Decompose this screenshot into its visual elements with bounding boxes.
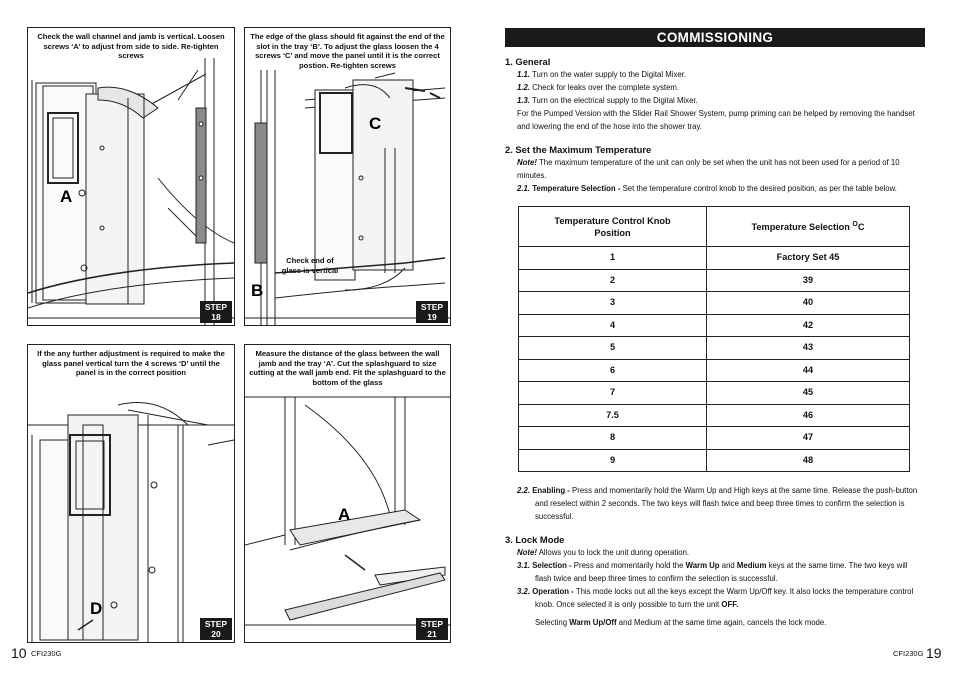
general-item: 1.2. Check for leaks over the complete system. <box>517 83 680 92</box>
table-row: 7 45 <box>519 382 910 405</box>
max-temp-body <box>505 156 925 195</box>
lock-operation-item: 3.2. Operation - This mode locks out all the keys except the Warm Up/Off key. It also locks the temperature control knob. Once selected it is only possible to turn the unit OFF. <box>517 587 914 609</box>
step-18-illustration <box>28 28 234 325</box>
max-temp-note: Note! The maximum temperature of the unit can only be set when the unit has not been used for a period of 10 minutes. <box>517 158 900 180</box>
table-row: 3 40 <box>519 292 910 315</box>
temperature-rows <box>519 247 910 472</box>
letter-a: A <box>338 505 351 524</box>
step-18-panel <box>27 27 235 326</box>
step-21-badge <box>416 618 448 640</box>
pumped-note: For the Pumped Version with the Slider Rail Shower System, pump priming can be helped by removing the handset and lowering the end of the hose into the shower tray. <box>517 109 915 131</box>
step-19-illustration <box>245 28 450 325</box>
lock-selection-item: 3.1. Selection - Press and momentarily hold the Warm Up and Medium keys at the same time. The two keys will flash twice and beep three times to confirm the selection is successful. <box>517 561 908 583</box>
step-number: 19 <box>427 312 437 322</box>
table-row: 4 42 <box>519 314 910 337</box>
letter-d: D <box>90 599 103 618</box>
table-row: 5 43 <box>519 337 910 360</box>
letter-b: B <box>251 281 264 300</box>
right-page-number: 19 <box>926 645 942 661</box>
lock-heading: 3. Lock Mode <box>505 534 565 545</box>
step-number: 20 <box>211 629 221 639</box>
general-heading: 1. General <box>505 56 551 67</box>
commissioning-page <box>505 28 925 629</box>
step-18-caption: Check the wall channel and jamb is vertical. Loosen screws ‘A’ to adjust from side to side. Re-tighten screws <box>37 32 225 61</box>
step-19-panel <box>244 27 451 326</box>
left-doc-ref: CFI230G <box>31 649 62 658</box>
table-row: 7.5 46 <box>519 404 910 427</box>
step-20-illustration <box>28 345 234 642</box>
step-word: STEP <box>204 302 228 312</box>
table-row: 8 47 <box>519 427 910 450</box>
temp-selection-item: 2.1. Temperature Selection - Set the temperature control knob to the desired position, as per the table below. <box>517 184 897 193</box>
step-21-panel <box>244 344 451 643</box>
lock-body <box>505 546 925 629</box>
step-number: 21 <box>427 629 437 639</box>
general-body <box>505 68 925 133</box>
left-page-number: 10 <box>11 645 27 661</box>
general-item: 1.3. Turn on the electrical supply to the Digital Mixer. <box>517 96 698 105</box>
general-item: 1.1. Turn on the water supply to the Digital Mixer. <box>517 70 687 79</box>
table-row: 9 48 <box>519 449 910 472</box>
right-doc-ref: CFI230G <box>893 649 924 658</box>
table-row: 6 44 <box>519 359 910 382</box>
step-20-panel <box>27 344 235 643</box>
col-header-temp: Temperature Selection $^O$C <box>707 207 910 247</box>
col-header-knob: Temperature Control Knob Position <box>519 207 707 247</box>
step-21-caption: Measure the distance of the glass between the wall jamb and the tray ‘A’. Cut the splashguard to size cutting at the wall jamb end. Fit the splashguard to the bottom of the glass <box>249 349 446 387</box>
enabling-item: 2.2. Enabling - Press and momentarily hold the Warm Up and High keys at the same time. Release the push-button and reselect within 2 seconds. The two keys will flash twice and beep three times to confirm the selection is successful. <box>517 486 918 521</box>
lock-note: Note! Allows you to lock the unit during operation. <box>517 548 690 557</box>
check-end-label: Check end of glass is vertical <box>281 256 339 275</box>
step-19-caption: The edge of the glass should fit against the end of the slot in the tray ‘B’. To adjust the glass loosen the 4 screws ‘C’ and move the panel until it is the correct postion. Re-tighten screws <box>250 32 445 70</box>
letter-c: C <box>369 114 382 133</box>
step-18-badge <box>200 301 232 323</box>
step-number: 18 <box>211 312 221 322</box>
step-21-illustration <box>245 345 450 642</box>
step-20-caption: If the any further adjustment is required to make the glass panel vertical turn the 4 screws ‘D’ until the panel is in the correct position <box>37 349 225 378</box>
lock-cancel-note: Selecting Warm Up/Off and Medium at the same time again, cancels the lock mode. <box>535 618 827 627</box>
letter-a: A <box>60 187 73 206</box>
section-title: COMMISSIONING <box>505 28 925 47</box>
table-row: 2 39 <box>519 269 910 292</box>
step-20-badge <box>200 618 232 640</box>
step-word: STEP <box>420 619 444 629</box>
max-temp-heading: 2. Set the Maximum Temperature <box>505 144 652 155</box>
step-word: STEP <box>420 302 444 312</box>
temperature-table <box>518 206 910 472</box>
table-row: 1 Factory Set 45 <box>519 247 910 270</box>
step-word: STEP <box>204 619 228 629</box>
step-19-badge <box>416 301 448 323</box>
enabling-block <box>505 484 925 523</box>
